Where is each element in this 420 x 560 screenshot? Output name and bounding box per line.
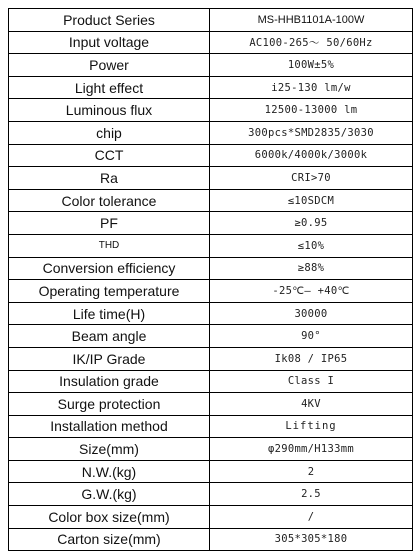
table-row bbox=[9, 54, 413, 77]
table-row bbox=[9, 528, 413, 551]
row-value-ra: CRI>70 bbox=[210, 167, 413, 190]
row-value-life-time: 30000 bbox=[210, 302, 413, 325]
table-row bbox=[9, 257, 413, 280]
row-label-light-effect: Light effect bbox=[9, 76, 210, 99]
row-label-carton-size: Carton size(mm) bbox=[9, 528, 210, 551]
table-row bbox=[9, 99, 413, 122]
table-row bbox=[9, 370, 413, 393]
spec-sheet bbox=[8, 8, 410, 552]
table-row bbox=[9, 460, 413, 483]
row-label-gross-weight: G.W.(kg) bbox=[9, 483, 210, 506]
table-row bbox=[9, 415, 413, 438]
table-row bbox=[9, 144, 413, 167]
row-label-insulation-grade: Insulation grade bbox=[9, 370, 210, 393]
row-value-thd: ≤10% bbox=[210, 234, 413, 257]
table-row bbox=[9, 9, 413, 32]
row-label-conversion-efficiency: Conversion efficiency bbox=[9, 257, 210, 280]
row-value-color-tolerance: ≤10SDCM bbox=[210, 189, 413, 212]
table-row bbox=[9, 438, 413, 461]
table-row bbox=[9, 506, 413, 529]
row-value-cct: 6000k/4000k/3000k bbox=[210, 144, 413, 167]
row-value-luminous-flux: 12500-13000 lm bbox=[210, 99, 413, 122]
row-value-net-weight: 2 bbox=[210, 460, 413, 483]
row-value-conversion-efficiency: ≥88% bbox=[210, 257, 413, 280]
row-label-size: Size(mm) bbox=[9, 438, 210, 461]
row-label-thd: THD bbox=[9, 234, 210, 257]
row-label-cct: CCT bbox=[9, 144, 210, 167]
table-row bbox=[9, 393, 413, 416]
row-value-size: φ290mm/H133mm bbox=[210, 438, 413, 461]
row-label-power: Power bbox=[9, 54, 210, 77]
table-row bbox=[9, 325, 413, 348]
table-row bbox=[9, 167, 413, 190]
row-label-product-series: Product Series bbox=[9, 9, 210, 32]
row-value-beam-angle: 90° bbox=[210, 325, 413, 348]
row-label-input-voltage: Input voltage bbox=[9, 31, 210, 54]
table-row bbox=[9, 234, 413, 257]
row-label-beam-angle: Beam angle bbox=[9, 325, 210, 348]
table-row bbox=[9, 302, 413, 325]
row-label-surge-protection: Surge protection bbox=[9, 393, 210, 416]
row-value-pf: ≥0.95 bbox=[210, 212, 413, 235]
row-value-color-box-size: / bbox=[210, 506, 413, 529]
row-label-chip: chip bbox=[9, 121, 210, 144]
row-label-luminous-flux: Luminous flux bbox=[9, 99, 210, 122]
row-value-product-series: MS-HHB1101A-100W bbox=[210, 9, 413, 32]
table-row bbox=[9, 483, 413, 506]
row-label-life-time: Life time(H) bbox=[9, 302, 210, 325]
table-row bbox=[9, 189, 413, 212]
row-label-operating-temperature: Operating temperature bbox=[9, 280, 210, 303]
row-label-net-weight: N.W.(kg) bbox=[9, 460, 210, 483]
row-value-ik-ip-grade: Ik08 / IP65 bbox=[210, 347, 413, 370]
row-label-pf: PF bbox=[9, 212, 210, 235]
table-row bbox=[9, 212, 413, 235]
row-label-ik-ip-grade: IK/IP Grade bbox=[9, 347, 210, 370]
table-row bbox=[9, 121, 413, 144]
table-row bbox=[9, 76, 413, 99]
spec-table bbox=[8, 8, 413, 551]
row-label-color-tolerance: Color tolerance bbox=[9, 189, 210, 212]
row-label-installation-method: Installation method bbox=[9, 415, 210, 438]
row-value-gross-weight: 2.5 bbox=[210, 483, 413, 506]
row-value-light-effect: i25-130 lm/w bbox=[210, 76, 413, 99]
row-label-color-box-size: Color box size(mm) bbox=[9, 506, 210, 529]
row-value-operating-temperature: -25℃— +40℃ bbox=[210, 280, 413, 303]
row-value-installation-method: Lifting bbox=[210, 415, 413, 438]
row-value-insulation-grade: Class I bbox=[210, 370, 413, 393]
row-value-carton-size: 305*305*180 bbox=[210, 528, 413, 551]
row-value-power: 100W±5% bbox=[210, 54, 413, 77]
table-row bbox=[9, 280, 413, 303]
row-value-input-voltage: AC100-265～ 50/60Hz bbox=[210, 31, 413, 54]
table-row bbox=[9, 347, 413, 370]
row-value-surge-protection: 4KV bbox=[210, 393, 413, 416]
row-label-ra: Ra bbox=[9, 167, 210, 190]
table-row bbox=[9, 31, 413, 54]
row-value-chip: 300pcs*SMD2835/3030 bbox=[210, 121, 413, 144]
